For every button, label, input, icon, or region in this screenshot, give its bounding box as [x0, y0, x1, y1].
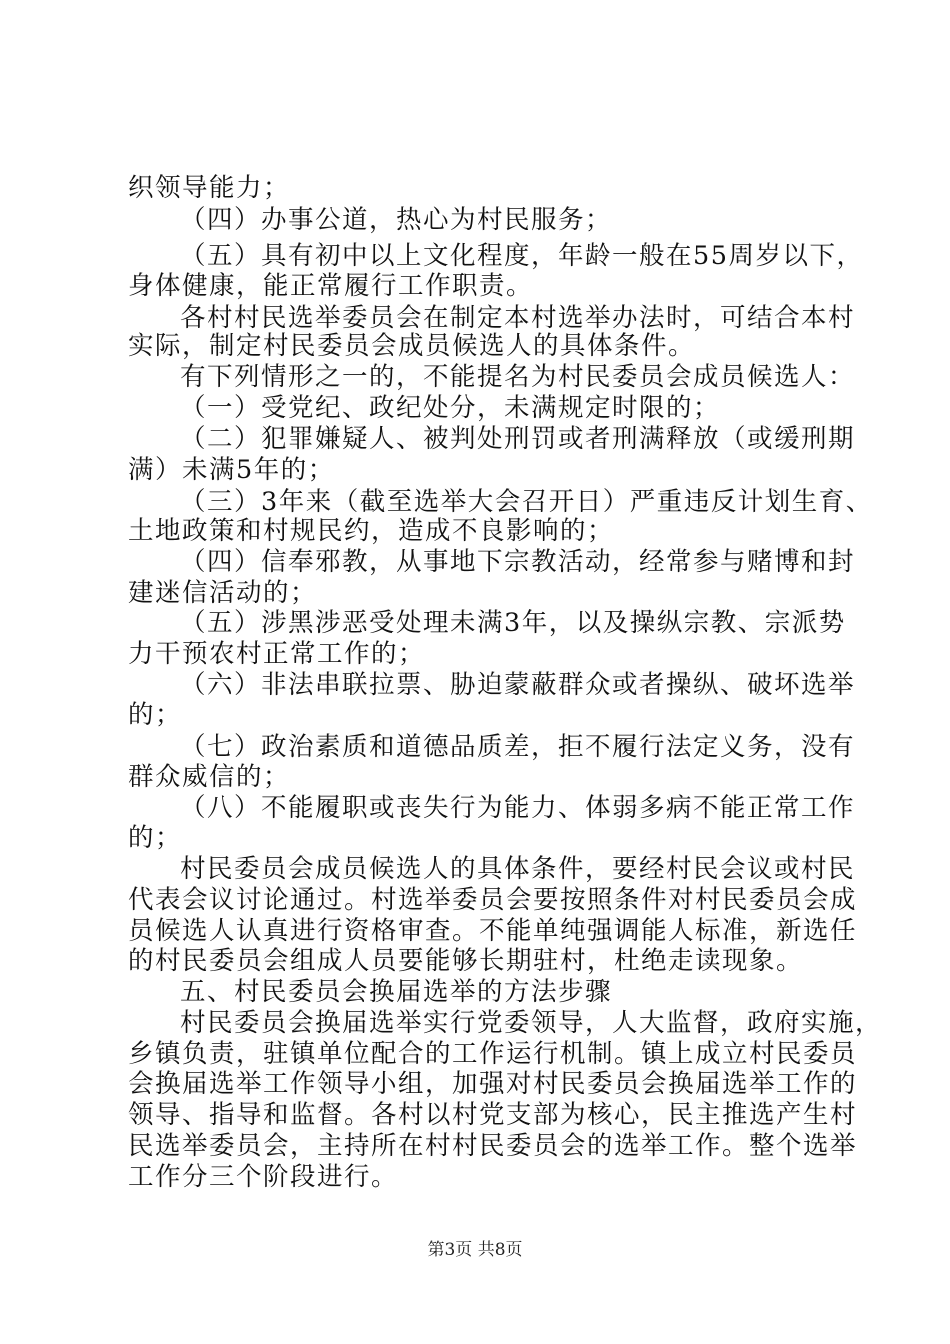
text-line: 土地政策和村规民约，造成不良影响的；	[128, 516, 615, 546]
text-line: 村民委员会成员候选人的具体条件，要经村民会议或村民	[180, 854, 856, 884]
text-line: （六）非法串联拉票、胁迫蒙蔽群众或者操纵、破坏选举	[180, 670, 856, 700]
text-line: 身体健康，能正常履行工作职责。	[128, 271, 534, 301]
text-line: 的；	[128, 700, 183, 730]
text-line: 领导、指导和监督。各村以村党支部为核心，民主推选产生村	[128, 1100, 858, 1130]
text-line: 满）未满5年的；	[128, 455, 335, 485]
text-line: 群众威信的；	[128, 762, 291, 792]
text-line: （五）具有初中以上文化程度，年龄一般在55周岁以下，	[180, 241, 864, 271]
text-line: （四）信奉邪教，从事地下宗教活动，经常参与赌博和封	[180, 547, 856, 577]
text-line: 员候选人认真进行资格审查。不能单纯强调能人标准，新选任	[128, 916, 858, 946]
text-line: （三）3年来（截至选举大会召开日）严重违反计划生育、	[180, 487, 873, 517]
text-line: （五）涉黑涉恶受处理未满3年，以及操纵宗教、宗派势	[180, 608, 846, 638]
text-line: 各村村民选举委员会在制定本村选举办法时，可结合本村	[180, 303, 856, 333]
text-line: 乡镇负责，驻镇单位配合的工作运行机制。镇上成立村民委员	[128, 1039, 858, 1069]
text-line: 织领导能力；	[128, 173, 291, 203]
section-heading: 五、村民委员会换届选举的方法步骤	[180, 977, 613, 1007]
text-line: （八）不能履职或丧失行为能力、体弱多病不能正常工作	[180, 793, 856, 823]
text-line: （七）政治素质和道德品质差，拒不履行法定义务，没有	[180, 732, 856, 762]
text-line: （一）受党纪、政纪处分，未满规定时限的；	[180, 393, 721, 423]
text-line: 代表会议讨论通过。村选举委员会要按照条件对村民委员会成	[128, 885, 858, 915]
text-line: 村民委员会换届选举实行党委领导，人大监督，政府实施，	[180, 1008, 883, 1038]
text-line: 民选举委员会，主持所在村村民委员会的选举工作。整个选举	[128, 1131, 858, 1161]
text-line: 实际，制定村民委员会成员候选人的具体条件。	[128, 331, 696, 361]
text-line: （四）办事公道，热心为村民服务；	[180, 205, 613, 235]
text-line: 有下列情形之一的，不能提名为村民委员会成员候选人：	[180, 362, 856, 392]
text-line: 工作分三个阶段进行。	[128, 1162, 399, 1192]
text-line: 建迷信活动的；	[128, 578, 318, 608]
text-line: （二）犯罪嫌疑人、被判处刑罚或者刑满释放（或缓刑期	[180, 424, 856, 454]
text-line: 的村民委员会组成人员要能够长期驻村，杜绝走读现象。	[128, 946, 804, 976]
text-line: 力干预农村正常工作的；	[128, 639, 426, 669]
page-footer: 第3页 共8页	[427, 1240, 523, 1260]
text-line: 会换届选举工作领导小组，加强对村民委员会换届选举工作的	[128, 1069, 858, 1099]
text-line: 的；	[128, 823, 183, 853]
